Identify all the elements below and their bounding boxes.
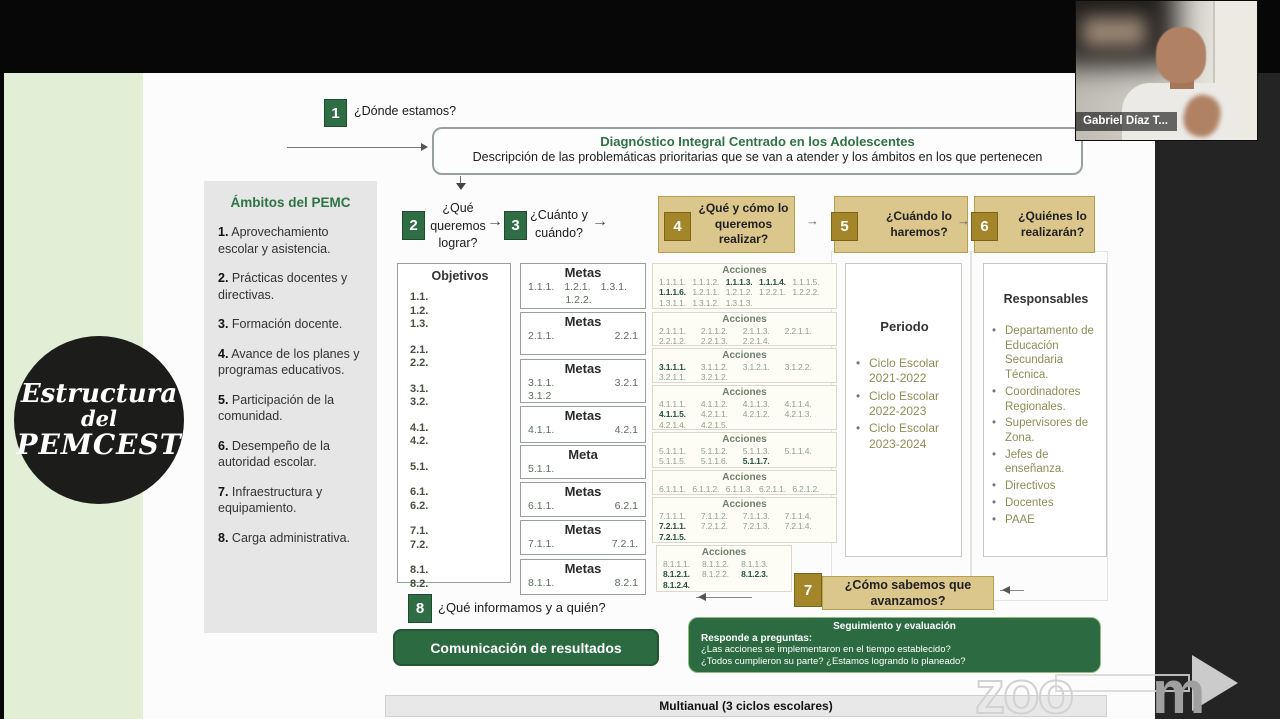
ambitos-item: [218, 530, 363, 547]
ambitos-item: [218, 346, 363, 379]
bullet-icon: •: [992, 496, 997, 509]
accion-number: 7.1.1.3.: [742, 510, 770, 521]
periodo-item: [856, 421, 953, 452]
ambitos-panel: [204, 181, 377, 633]
metas-title: Metas: [564, 314, 602, 329]
acciones-title: Acciones: [722, 387, 767, 398]
diagnostico-title: Diagnóstico Integral Centrado en los Adolescentes: [600, 134, 915, 149]
responsables-item: [992, 513, 1100, 528]
accion-number: 7.2.1.5.: [659, 531, 686, 542]
meta-number: 1.2.2.: [565, 293, 592, 306]
accion-number: 4.2.1.4.: [659, 419, 686, 430]
accion-number: 1.1.1.6.: [659, 287, 686, 297]
accion-number: 4.1.1.4.: [784, 398, 812, 409]
ambitos-item: [218, 484, 363, 517]
accion-number: 5.1.1.1.: [659, 445, 686, 456]
responsables-item-text: Directivos: [1005, 480, 1056, 493]
bullet-icon: •: [992, 513, 997, 526]
step-2-label: ¿Qué queremos lograr?: [430, 201, 486, 250]
periodo-item: [856, 389, 953, 420]
ambitos-list: [218, 224, 363, 546]
accion-number: 2.1.1.3.: [742, 325, 770, 336]
acciones-box-3: [652, 348, 837, 383]
presentation-slide: [4, 73, 1155, 719]
accion-number: 4.2.1.1.: [700, 409, 728, 419]
zoom-watermark-outline: zoo: [975, 659, 1073, 719]
metas-items: [521, 499, 645, 513]
objetivo-number: 4.1.: [410, 421, 429, 434]
accion-number: 7.1.1.4.: [784, 510, 812, 521]
accion-number: 1.3.1.1.: [659, 297, 686, 308]
accion-number: 8.1.1.1.: [663, 558, 690, 569]
meta-number: 3.1.1.: [528, 377, 555, 389]
objetivo-number: 1.1.: [410, 291, 429, 303]
metas-title: Metas: [564, 561, 602, 576]
metas-title: Metas: [564, 361, 602, 376]
step-3-number: 3: [504, 211, 527, 240]
step-4-number: 4: [664, 212, 691, 241]
objetivo-number: 4.2.: [410, 435, 429, 447]
acciones-items: [663, 559, 785, 591]
accion-number: 3.2.1.1.: [659, 372, 686, 382]
meta-number: 8.2.1: [614, 577, 638, 589]
ambitos-item-number: 5.: [218, 392, 229, 407]
acciones-items: [659, 362, 830, 383]
responsables-item: [992, 385, 1100, 414]
ambitos-item-number: 7.: [218, 484, 229, 499]
periodo-title: Periodo: [880, 319, 929, 334]
accion-number: 7.2.1.3.: [742, 521, 770, 531]
responsables-item-text: Departamento de Educación Secundaria Técnica.: [1005, 325, 1094, 382]
blurred-arm: [1082, 17, 1146, 47]
accion-number: 3.1.1.2.: [700, 361, 728, 372]
step-8-number: 8: [408, 594, 432, 623]
accion-number: 7.2.1.1.: [659, 521, 686, 531]
step-5-number: 5: [831, 212, 858, 241]
responsables-item-text: PAAE: [1005, 513, 1035, 526]
comunicacion-label: Comunicación de resultados: [430, 639, 622, 656]
accion-number: 1.2.1.2.: [725, 287, 753, 297]
accion-number: 8.1.1.3.: [741, 558, 768, 569]
accion-number: 8.1.1.2.: [702, 558, 729, 569]
right-arrow-icon: →: [592, 213, 608, 230]
acciones-title: Acciones: [701, 547, 747, 558]
bullet-icon: •: [992, 385, 997, 398]
responsables-item-text: Coordinadores Regionales.: [1005, 385, 1081, 413]
meta-number: 6.1.1.: [528, 500, 555, 512]
acciones-box-4: [652, 385, 837, 430]
acciones-title: Acciones: [722, 265, 767, 276]
multianual-label: Multianual (3 ciclos escolares): [659, 699, 833, 713]
acciones-items: [659, 326, 830, 347]
bullet-icon: •: [856, 421, 861, 436]
metas-items: [521, 423, 645, 437]
meta-number: 3.2.1: [614, 377, 638, 389]
accion-number: 1.1.1.4.: [759, 276, 786, 287]
meta-number: 4.2.1: [614, 424, 638, 436]
periodo-box: [845, 263, 962, 557]
accion-number: 5.1.1.5.: [659, 456, 686, 466]
objetivos-list: [410, 291, 510, 591]
acciones-items: [659, 399, 830, 431]
diagnostico-box: [432, 127, 1083, 175]
seguimiento-lead: Responde a preguntas:: [701, 633, 813, 644]
step-1-number: 1: [324, 99, 347, 127]
accion-number: 4.1.1.3.: [742, 398, 770, 409]
bullet-icon: •: [856, 356, 861, 370]
metas-box-3: [520, 359, 646, 403]
step-6-number: 6: [971, 212, 998, 241]
bullet-icon: •: [992, 325, 997, 337]
ambitos-item: [218, 224, 363, 257]
accion-number: 2.2.1.1.: [784, 325, 812, 336]
accion-number: 1.2.1.1.: [692, 287, 720, 297]
metas-title: Metas: [564, 408, 602, 423]
structure-badge: [14, 336, 184, 504]
step-8-label: ¿Qué informamos y a quién?: [438, 600, 606, 615]
ambitos-item-text: Carga administrativa.: [231, 530, 351, 545]
bullet-icon: •: [992, 417, 997, 430]
metas-title: Metas: [564, 522, 602, 537]
accion-number: 5.1.1.6.: [700, 456, 728, 466]
ambitos-item-number: 4.: [218, 346, 229, 361]
acciones-box-6: [652, 470, 837, 495]
left-arrow-icon: [696, 597, 752, 598]
periodo-item-text: Ciclo Escolar 2021-2022: [869, 356, 940, 386]
accion-number: 8.1.2.2.: [702, 569, 729, 579]
accion-number: 8.1.2.1.: [663, 569, 690, 579]
ambitos-item-text: Prácticas docentes y directivas.: [218, 271, 348, 302]
accion-number: 1.3.1.2.: [692, 297, 720, 308]
connector-arrow: [287, 147, 425, 148]
bullet-icon: •: [992, 448, 997, 461]
accion-number: 6.2.1.2.: [792, 483, 820, 494]
responsables-item-text: Supervisores de Zona.: [1005, 417, 1089, 445]
ambitos-item: [218, 316, 363, 333]
diagnostico-subtitle: Descripción de las problemáticas prioritarias que se van a atender y los ámbitos en los que pertenecen: [472, 150, 1043, 164]
acciones-items: [659, 484, 830, 495]
ambitos-item-text: Avance de los planes y programas educativos.: [218, 346, 360, 377]
accion-number: 1.1.1.5.: [792, 276, 820, 287]
comunicacion-box: [393, 629, 659, 666]
meta-number: 1.2.1.: [564, 281, 591, 293]
accion-number: 4.2.1.3.: [784, 409, 812, 419]
ambitos-item-number: 2.: [218, 271, 229, 285]
accion-number: 6.1.1.1.: [659, 483, 686, 494]
badge-line1: Estructura: [20, 378, 178, 409]
ambitos-item-number: 3.: [218, 317, 229, 331]
meta-number: 2.2.1: [614, 330, 638, 342]
ambitos-item-text: Aprovechamiento escolar y asistencia.: [218, 225, 331, 256]
meta-number: 7.1.1.: [528, 538, 555, 550]
objetivo-number: 8.2.: [410, 577, 429, 590]
video-thumbnail[interactable]: [1075, 0, 1258, 141]
right-arrow-icon: →: [957, 213, 970, 228]
accion-number: 7.2.1.4.: [784, 521, 812, 531]
step-7-number: 7: [794, 573, 822, 607]
objetivo-number: 5.1.: [410, 460, 429, 473]
zoom-watermark-solid: m: [1152, 659, 1204, 719]
accion-number: 2.1.1.1.: [659, 325, 686, 336]
objetivo-number: 1.2.: [410, 304, 429, 317]
acciones-title: Acciones: [722, 434, 767, 445]
ambitos-item-text: Desempeño de la autoridad escolar.: [218, 438, 330, 469]
accion-number: 5.1.1.4.: [784, 445, 812, 456]
meta-number: 1.3.1.: [600, 281, 627, 293]
metas-box-2: [520, 312, 646, 355]
acciones-items: [659, 446, 830, 467]
responsables-item: [992, 496, 1100, 511]
accion-number: 4.1.1.1.: [659, 398, 686, 409]
left-arrow-icon: [1000, 590, 1024, 591]
metas-title: Metas: [564, 265, 602, 280]
right-black-panel: [1155, 73, 1280, 719]
ambitos-item: [218, 438, 363, 471]
responsables-item: [992, 448, 1100, 477]
metas-box-4: [520, 406, 646, 443]
accion-number: 1.1.1.2.: [692, 276, 720, 287]
acciones-title: Acciones: [722, 350, 767, 361]
ambitos-item-text: Formación docente.: [231, 317, 343, 331]
accion-number: 4.2.1.2.: [742, 409, 770, 419]
responsables-box: [983, 263, 1107, 557]
responsables-list: [992, 324, 1100, 527]
acciones-title: Acciones: [722, 499, 767, 510]
responsables-item: [992, 416, 1100, 445]
objetivo-number: 7.2.: [410, 538, 429, 551]
responsables-item: [992, 479, 1100, 494]
step-5-label: ¿Cuándo lo haremos?: [886, 208, 952, 239]
accion-number: 1.1.1.3.: [725, 276, 753, 287]
acciones-title: Acciones: [722, 472, 767, 483]
accion-number: 8.1.2.3.: [741, 569, 768, 579]
accion-number: 5.1.1.3.: [742, 445, 770, 456]
acciones-box-7: [652, 497, 837, 543]
meta-number: 2.1.1.: [528, 330, 555, 342]
ambitos-item: [218, 392, 363, 425]
responsables-item: [992, 324, 1100, 383]
metas-box-7: [520, 520, 646, 555]
ambitos-item-text: Participación de la comunidad.: [218, 392, 335, 423]
objetivos-box: [397, 263, 511, 590]
seguimiento-title: Seguimiento y evaluación: [833, 621, 956, 632]
ambitos-title: Ámbitos del PEMC: [230, 195, 351, 210]
metas-box-1: [520, 263, 646, 309]
step-7-box: [822, 576, 994, 610]
meta-number: 5.1.1.: [528, 463, 555, 475]
accion-number: 3.1.1.1.: [659, 361, 686, 372]
accion-number: 3.1.2.1.: [742, 361, 770, 372]
accion-number: 2.2.1.4.: [742, 336, 770, 346]
step-2-number: 2: [402, 211, 425, 240]
accion-number: 1.2.2.2.: [792, 287, 820, 297]
accion-number: 1.2.2.1.: [759, 287, 786, 297]
step-4-label: ¿Qué y cómo lo queremos realizar?: [698, 201, 789, 247]
step-1-label: ¿Dónde estamos?: [354, 104, 457, 118]
accion-number: 2.1.1.2.: [700, 325, 728, 336]
acciones-box-8: [656, 545, 792, 592]
accion-number: 2.2.1.2.: [659, 336, 686, 346]
accion-number: 7.1.1.2.: [700, 510, 728, 521]
ambitos-item: [218, 270, 363, 303]
accion-number: 1.1.1.1.: [659, 276, 686, 287]
badge-line2: del: [80, 405, 118, 431]
metas-items: [521, 537, 645, 551]
acciones-box-1: [652, 263, 837, 309]
bullet-icon: •: [856, 388, 861, 403]
accion-number: 6.2.1.1.: [759, 483, 786, 494]
metas-items: [521, 462, 645, 476]
seguimiento-question-1: ¿Las acciones se implementaron en el tiempo establecido?: [701, 644, 951, 655]
accion-number: 5.1.1.2.: [700, 445, 728, 456]
periodo-item-text: Ciclo Escolar 2022-2023: [869, 388, 940, 419]
metas-title: Meta: [568, 447, 598, 462]
objetivo-number: 2.1.: [410, 343, 429, 356]
objetivos-title: Objetivos: [431, 269, 489, 283]
metas-title: Metas: [564, 484, 602, 499]
participant-name-label: Gabriel Díaz T...: [1076, 112, 1177, 131]
meta-number: 3.1.2: [528, 389, 552, 402]
accion-number: 3.2.1.2.: [700, 372, 728, 382]
periodo-list: [856, 356, 953, 452]
objetivo-number: 7.1.: [410, 525, 429, 537]
acciones-box-5: [652, 432, 837, 468]
ambitos-item-text: Infraestructura y equipamiento.: [218, 484, 323, 515]
accion-number: 5.1.1.7.: [742, 456, 770, 466]
acciones-items: [659, 277, 830, 309]
periodo-item: [856, 356, 953, 387]
periodo-item-text: Ciclo Escolar 2023-2024: [869, 421, 940, 451]
accion-number: 3.1.2.2.: [784, 361, 812, 372]
accion-number: 6.1.1.2.: [692, 483, 720, 494]
accion-number: 4.1.1.5.: [659, 409, 686, 419]
meta-number: 8.1.1.: [528, 577, 555, 589]
ambitos-item-number: 6.: [218, 438, 229, 453]
badge-line3: PEMCEST: [16, 428, 182, 462]
metas-box-5: [520, 445, 646, 479]
acciones-title: Acciones: [722, 314, 767, 325]
ambitos-item-number: 1.: [218, 225, 229, 239]
acciones-box-2: [652, 312, 837, 346]
step-7-label: ¿Cómo sabemos que avanzamos?: [844, 577, 972, 608]
meta-number: 6.2.1: [614, 500, 638, 512]
acciones-items: [659, 511, 830, 543]
bullet-icon: •: [992, 480, 997, 493]
right-arrow-icon: →: [806, 213, 819, 228]
ambitos-item-number: 8.: [218, 530, 229, 545]
accion-number: 4.2.1.5.: [700, 419, 728, 430]
metas-items: [521, 280, 645, 306]
accion-number: 2.2.1.3.: [700, 336, 728, 346]
responsables-item-text: Jefes de enseñanza.: [1005, 448, 1065, 476]
accion-number: 4.1.1.2.: [700, 398, 728, 409]
objetivo-number: 8.1.: [410, 564, 429, 576]
objetivo-number: 6.1.: [410, 486, 429, 498]
accion-number: 8.1.2.4.: [663, 579, 690, 590]
accion-number: 1.3.1.3.: [725, 297, 753, 308]
meta-number: 4.1.1.: [528, 424, 555, 436]
accion-number: 7.2.1.2.: [700, 521, 728, 531]
step-6-label: ¿Quiénes lo realizarán?: [1018, 208, 1087, 239]
responsables-title: Responsables: [1003, 292, 1089, 306]
accion-number: 6.1.1.3.: [725, 483, 753, 494]
meta-number: 1.1.1.: [528, 281, 555, 293]
objetivo-number: 3.2.: [410, 396, 429, 408]
metas-items: [521, 376, 645, 402]
metas-items: [521, 576, 645, 590]
objetivo-number: 3.1.: [410, 382, 429, 395]
metas-box-6: [520, 482, 646, 517]
step-3-label: ¿Cuánto y cuándo?: [530, 208, 588, 240]
meta-number: 7.2.1.: [611, 538, 638, 550]
accion-number: 7.1.1.1.: [659, 510, 686, 521]
down-arrow-icon: [456, 183, 466, 190]
seguimiento-question-2: ¿Todos cumplieron su parte? ¿Estamos logrando lo planeado?: [701, 655, 966, 667]
participant-head: [1156, 27, 1206, 83]
objetivo-number: 2.2.: [410, 357, 429, 369]
metas-box-8: [520, 559, 646, 595]
right-arrow-icon: →: [487, 213, 503, 230]
responsables-item-text: Docentes: [1005, 496, 1054, 509]
objetivo-number: 6.2.: [410, 499, 429, 512]
objetivo-number: 1.3.: [410, 318, 429, 330]
metas-items: [521, 329, 645, 343]
